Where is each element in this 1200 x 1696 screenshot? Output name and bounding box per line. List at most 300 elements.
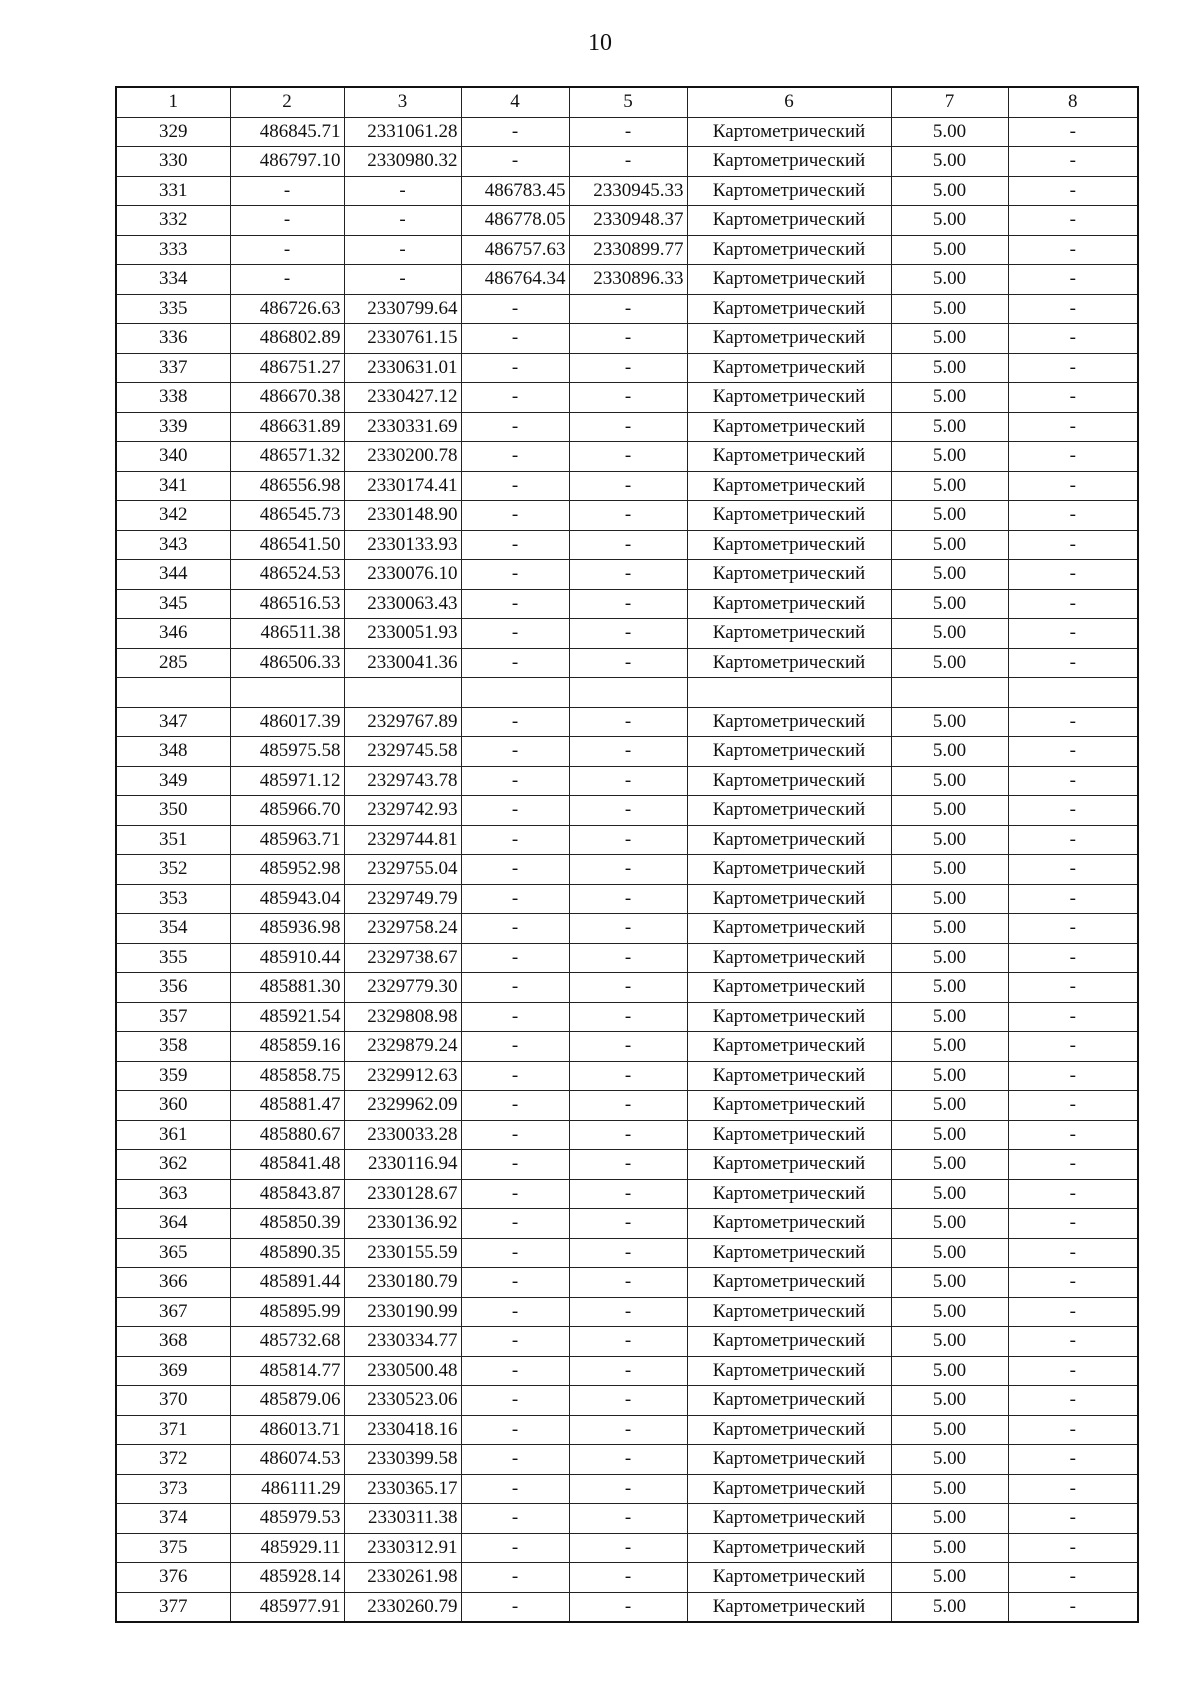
cell-col-6: Картометрический (687, 943, 891, 973)
cell-col-1: 367 (116, 1297, 230, 1327)
cell-col-2: 486111.29 (230, 1474, 344, 1504)
cell-col-8: - (1008, 825, 1138, 855)
table-row (116, 1592, 1138, 1622)
table-row (116, 1032, 1138, 1062)
cell-col-8: - (1008, 176, 1138, 206)
cell-col-5: - (569, 648, 687, 678)
cell-col-8: - (1008, 737, 1138, 767)
cell-col-2: 485895.99 (230, 1297, 344, 1327)
cell-col-3: 2330260.79 (344, 1592, 461, 1622)
cell-col-4: - (461, 1091, 569, 1121)
cell-col-7: 5.00 (891, 265, 1008, 295)
cell-col-3: 2329745.58 (344, 737, 461, 767)
table-row (116, 1504, 1138, 1534)
cell-col-6: Картометрический (687, 1120, 891, 1150)
header-cell-5: 5 (569, 87, 687, 117)
page-number: 10 (588, 30, 612, 56)
cell-col-2: 486074.53 (230, 1445, 344, 1475)
cell-col-6: Картометрический (687, 1179, 891, 1209)
cell-col-1: 371 (116, 1415, 230, 1445)
cell-col-1: 358 (116, 1032, 230, 1062)
cell-col-2: 485929.11 (230, 1533, 344, 1563)
cell-col-7: 5.00 (891, 1533, 1008, 1563)
cell-col-7: 5.00 (891, 1474, 1008, 1504)
cell-col-8: - (1008, 884, 1138, 914)
cell-col-5: - (569, 1445, 687, 1475)
cell-col-5: - (569, 1327, 687, 1357)
cell-col-1: 364 (116, 1209, 230, 1239)
table-row (116, 294, 1138, 324)
table-row (116, 1238, 1138, 1268)
table-row (116, 353, 1138, 383)
cell-col-4: - (461, 294, 569, 324)
cell-col-5: - (569, 884, 687, 914)
header-cell-1: 1 (116, 87, 230, 117)
cell-col-7: 5.00 (891, 884, 1008, 914)
cell-col-7: 5.00 (891, 1150, 1008, 1180)
cell-col-3: 2330427.12 (344, 383, 461, 413)
cell-col-6: Картометрический (687, 1268, 891, 1298)
cell-col-4: - (461, 766, 569, 796)
cell-col-1: 368 (116, 1327, 230, 1357)
cell-col-2: 486017.39 (230, 707, 344, 737)
cell-col-4: 486764.34 (461, 265, 569, 295)
table-row (116, 265, 1138, 295)
cell-col-5: - (569, 1209, 687, 1239)
cell-col-6: Картометрический (687, 914, 891, 944)
cell-col-4: - (461, 973, 569, 1003)
cell-col-6: Картометрический (687, 324, 891, 354)
cell-col-4: - (461, 1563, 569, 1593)
cell-col-3: 2330523.06 (344, 1386, 461, 1416)
cell-col-3: 2330631.01 (344, 353, 461, 383)
cell-col-8: - (1008, 501, 1138, 531)
cell-col-6: Картометрический (687, 1592, 891, 1622)
cell-col-8: - (1008, 235, 1138, 265)
cell-col-4: - (461, 117, 569, 147)
table-row (116, 1179, 1138, 1209)
cell-col-2: - (230, 235, 344, 265)
table-row (116, 560, 1138, 590)
cell-col-7: 5.00 (891, 471, 1008, 501)
cell-col-5: - (569, 1120, 687, 1150)
cell-col-4: - (461, 560, 569, 590)
cell-col-3: 2329779.30 (344, 973, 461, 1003)
cell-col-7: 5.00 (891, 176, 1008, 206)
header-cell-7: 7 (891, 87, 1008, 117)
cell-col-5: - (569, 943, 687, 973)
cell-col-3: 2329738.67 (344, 943, 461, 973)
cell-col-6: Картометрический (687, 265, 891, 295)
cell-col-2: 486670.38 (230, 383, 344, 413)
header-cell-6: 6 (687, 87, 891, 117)
cell-col-2: 485928.14 (230, 1563, 344, 1593)
cell-col-3: 2330041.36 (344, 648, 461, 678)
cell-col-8 (1008, 678, 1138, 708)
cell-col-7: 5.00 (891, 619, 1008, 649)
cell-col-1: 365 (116, 1238, 230, 1268)
cell-col-4: - (461, 943, 569, 973)
cell-col-5: - (569, 294, 687, 324)
cell-col-7: 5.00 (891, 1445, 1008, 1475)
cell-col-6: Картометрический (687, 766, 891, 796)
table-row (116, 1356, 1138, 1386)
cell-col-7: 5.00 (891, 1297, 1008, 1327)
cell-col-3: 2330980.32 (344, 147, 461, 177)
cell-col-1: 361 (116, 1120, 230, 1150)
cell-col-8: - (1008, 1179, 1138, 1209)
cell-col-6: Картометрический (687, 176, 891, 206)
table-row (116, 1002, 1138, 1032)
cell-col-4: - (461, 1238, 569, 1268)
cell-col-8: - (1008, 707, 1138, 737)
cell-col-7: 5.00 (891, 412, 1008, 442)
cell-col-4: - (461, 1445, 569, 1475)
cell-col-5: - (569, 1474, 687, 1504)
cell-col-8: - (1008, 1327, 1138, 1357)
cell-col-5: - (569, 471, 687, 501)
cell-col-6: Картометрический (687, 1356, 891, 1386)
cell-col-7: 5.00 (891, 353, 1008, 383)
cell-col-3: 2330180.79 (344, 1268, 461, 1298)
table-row (116, 1415, 1138, 1445)
cell-col-5: - (569, 1297, 687, 1327)
cell-col-7: 5.00 (891, 1504, 1008, 1534)
cell-col-3: 2330174.41 (344, 471, 461, 501)
cell-col-8: - (1008, 589, 1138, 619)
cell-col-5: - (569, 1179, 687, 1209)
cell-col-2: - (230, 206, 344, 236)
cell-col-8: - (1008, 1386, 1138, 1416)
cell-col-2: 485936.98 (230, 914, 344, 944)
table-row (116, 1445, 1138, 1475)
cell-col-1: 339 (116, 412, 230, 442)
cell-col-8: - (1008, 560, 1138, 590)
cell-col-3: 2330128.67 (344, 1179, 461, 1209)
table-row (116, 943, 1138, 973)
cell-col-2: 486511.38 (230, 619, 344, 649)
cell-col-5: - (569, 973, 687, 1003)
cell-col-7: 5.00 (891, 1120, 1008, 1150)
table-row (116, 825, 1138, 855)
cell-col-6 (687, 678, 891, 708)
cell-col-3: - (344, 206, 461, 236)
cell-col-1: 285 (116, 648, 230, 678)
cell-col-1: 331 (116, 176, 230, 206)
cell-col-4: - (461, 884, 569, 914)
cell-col-7: 5.00 (891, 1592, 1008, 1622)
cell-col-2: 485977.91 (230, 1592, 344, 1622)
cell-col-6: Картометрический (687, 530, 891, 560)
cell-col-3: 2330148.90 (344, 501, 461, 531)
cell-col-8: - (1008, 1415, 1138, 1445)
cell-col-5: - (569, 324, 687, 354)
cell-col-4: 486778.05 (461, 206, 569, 236)
cell-col-1: 354 (116, 914, 230, 944)
cell-col-8: - (1008, 648, 1138, 678)
cell-col-2: 486751.27 (230, 353, 344, 383)
cell-col-7: 5.00 (891, 1061, 1008, 1091)
cell-col-1: 336 (116, 324, 230, 354)
cell-col-4: - (461, 1032, 569, 1062)
cell-col-4 (461, 678, 569, 708)
cell-col-1: 337 (116, 353, 230, 383)
cell-col-5: - (569, 855, 687, 885)
cell-col-7: 5.00 (891, 1415, 1008, 1445)
cell-col-7: 5.00 (891, 855, 1008, 885)
cell-col-3: 2330063.43 (344, 589, 461, 619)
cell-col-1: 342 (116, 501, 230, 531)
cell-col-1: 345 (116, 589, 230, 619)
cell-col-7: 5.00 (891, 973, 1008, 1003)
table-row (116, 855, 1138, 885)
table-row (116, 1474, 1138, 1504)
cell-col-2: 486571.32 (230, 442, 344, 472)
cell-col-1: 350 (116, 796, 230, 826)
table-row (116, 796, 1138, 826)
cell-col-8: - (1008, 1297, 1138, 1327)
cell-col-8: - (1008, 1032, 1138, 1062)
cell-col-2: 485975.58 (230, 737, 344, 767)
cell-col-7: 5.00 (891, 1091, 1008, 1121)
cell-col-1: 330 (116, 147, 230, 177)
table-row (116, 1297, 1138, 1327)
cell-col-4: - (461, 619, 569, 649)
cell-col-5: - (569, 737, 687, 767)
cell-col-3: - (344, 235, 461, 265)
cell-col-7: 5.00 (891, 825, 1008, 855)
cell-col-7: 5.00 (891, 943, 1008, 973)
cell-col-7: 5.00 (891, 1268, 1008, 1298)
cell-col-6: Картометрический (687, 1091, 891, 1121)
cell-col-5: - (569, 560, 687, 590)
cell-col-2: 485890.35 (230, 1238, 344, 1268)
cell-col-8: - (1008, 324, 1138, 354)
cell-col-7: 5.00 (891, 707, 1008, 737)
cell-col-8: - (1008, 1061, 1138, 1091)
cell-col-8: - (1008, 914, 1138, 944)
cell-col-3: 2329767.89 (344, 707, 461, 737)
cell-col-8: - (1008, 412, 1138, 442)
cell-col-8: - (1008, 383, 1138, 413)
cell-col-7 (891, 678, 1008, 708)
header-cell-3: 3 (344, 87, 461, 117)
cell-col-5: - (569, 1091, 687, 1121)
cell-col-6: Картометрический (687, 855, 891, 885)
cell-col-3: - (344, 265, 461, 295)
cell-col-6: Картометрический (687, 1209, 891, 1239)
cell-col-8: - (1008, 973, 1138, 1003)
cell-col-6: Картометрический (687, 1061, 891, 1091)
cell-col-6: Картометрический (687, 619, 891, 649)
cell-col-4: - (461, 412, 569, 442)
table-row (116, 766, 1138, 796)
cell-col-4: - (461, 1592, 569, 1622)
cell-col-8: - (1008, 1356, 1138, 1386)
cell-col-7: 5.00 (891, 589, 1008, 619)
cell-col-1: 372 (116, 1445, 230, 1475)
cell-col-2: 485880.67 (230, 1120, 344, 1150)
cell-col-4: - (461, 530, 569, 560)
cell-col-3: 2330136.92 (344, 1209, 461, 1239)
cell-col-1: 366 (116, 1268, 230, 1298)
cell-col-4: - (461, 1474, 569, 1504)
cell-col-8: - (1008, 1592, 1138, 1622)
cell-col-1: 355 (116, 943, 230, 973)
table-row (116, 1327, 1138, 1357)
cell-col-5: - (569, 1592, 687, 1622)
header-cell-4: 4 (461, 87, 569, 117)
cell-col-5: - (569, 766, 687, 796)
cell-col-7: 5.00 (891, 1238, 1008, 1268)
cell-col-3: 2330155.59 (344, 1238, 461, 1268)
cell-col-4: - (461, 383, 569, 413)
cell-col-6: Картометрический (687, 147, 891, 177)
cell-col-5: - (569, 412, 687, 442)
cell-col-6: Картометрический (687, 353, 891, 383)
cell-col-7: 5.00 (891, 766, 1008, 796)
cell-col-8: - (1008, 796, 1138, 826)
cell-col-7: 5.00 (891, 1327, 1008, 1357)
cell-col-3: 2329755.04 (344, 855, 461, 885)
cell-col-7: 5.00 (891, 501, 1008, 531)
cell-col-1: 346 (116, 619, 230, 649)
cell-col-6: Картометрический (687, 1327, 891, 1357)
cell-col-5: - (569, 796, 687, 826)
cell-col-3: 2330334.77 (344, 1327, 461, 1357)
cell-col-2: 485850.39 (230, 1209, 344, 1239)
cell-col-8: - (1008, 855, 1138, 885)
cell-col-8: - (1008, 1002, 1138, 1032)
cell-col-4: - (461, 1061, 569, 1091)
cell-col-2: 486541.50 (230, 530, 344, 560)
table-row (116, 117, 1138, 147)
cell-col-6: Картометрический (687, 1474, 891, 1504)
cell-col-8: - (1008, 1120, 1138, 1150)
cell-col-8: - (1008, 1150, 1138, 1180)
cell-col-6: Картометрический (687, 1445, 891, 1475)
cell-col-8: - (1008, 471, 1138, 501)
cell-col-2: 486726.63 (230, 294, 344, 324)
cell-col-4: - (461, 589, 569, 619)
cell-col-3: 2330312.91 (344, 1533, 461, 1563)
cell-col-6: Картометрический (687, 1032, 891, 1062)
cell-col-8: - (1008, 619, 1138, 649)
table-row (116, 619, 1138, 649)
cell-col-1: 369 (116, 1356, 230, 1386)
cell-col-4: - (461, 1268, 569, 1298)
cell-col-4: - (461, 1356, 569, 1386)
cell-col-5: - (569, 117, 687, 147)
cell-col-3: 2330133.93 (344, 530, 461, 560)
cell-col-2: 485859.16 (230, 1032, 344, 1062)
cell-col-1: 344 (116, 560, 230, 590)
cell-col-2 (230, 678, 344, 708)
cell-col-3: 2330033.28 (344, 1120, 461, 1150)
table-row (116, 1061, 1138, 1091)
cell-col-5: - (569, 589, 687, 619)
cell-col-8: - (1008, 1238, 1138, 1268)
cell-col-2: 485881.47 (230, 1091, 344, 1121)
cell-col-7: 5.00 (891, 383, 1008, 413)
cell-col-7: 5.00 (891, 206, 1008, 236)
cell-col-4: - (461, 914, 569, 944)
cell-col-1: 353 (116, 884, 230, 914)
cell-col-1: 359 (116, 1061, 230, 1091)
cell-col-1: 329 (116, 117, 230, 147)
cell-col-5: - (569, 1386, 687, 1416)
table-row (116, 442, 1138, 472)
cell-col-7: 5.00 (891, 1032, 1008, 1062)
cell-col-5: - (569, 1356, 687, 1386)
cell-col-3: 2330190.99 (344, 1297, 461, 1327)
cell-col-8: - (1008, 1563, 1138, 1593)
cell-col-1: 332 (116, 206, 230, 236)
cell-col-1: 360 (116, 1091, 230, 1121)
cell-col-3: 2330761.15 (344, 324, 461, 354)
cell-col-4: - (461, 1120, 569, 1150)
cell-col-8: - (1008, 147, 1138, 177)
cell-col-7: 5.00 (891, 1209, 1008, 1239)
cell-col-4: - (461, 1415, 569, 1445)
cell-col-2: 486516.53 (230, 589, 344, 619)
cell-col-2: 485910.44 (230, 943, 344, 973)
table-row (116, 1209, 1138, 1239)
cell-col-3: 2329749.79 (344, 884, 461, 914)
cell-col-3: 2330331.69 (344, 412, 461, 442)
cell-col-2: 486631.89 (230, 412, 344, 442)
table-row (116, 1150, 1138, 1180)
cell-col-2: 486545.73 (230, 501, 344, 531)
cell-col-4: - (461, 442, 569, 472)
cell-col-4: - (461, 737, 569, 767)
cell-col-5: - (569, 914, 687, 944)
cell-col-6: Картометрический (687, 825, 891, 855)
cell-col-2: 486524.53 (230, 560, 344, 590)
cell-col-6: Картометрический (687, 1533, 891, 1563)
table-row (116, 1563, 1138, 1593)
cell-col-4: - (461, 353, 569, 383)
cell-col-3: 2329962.09 (344, 1091, 461, 1121)
cell-col-3: 2330261.98 (344, 1563, 461, 1593)
cell-col-3: 2330200.78 (344, 442, 461, 472)
cell-col-7: 5.00 (891, 737, 1008, 767)
cell-col-5: 2330945.33 (569, 176, 687, 206)
table-row (116, 147, 1138, 177)
cell-col-6: Картометрический (687, 294, 891, 324)
cell-col-6: Картометрический (687, 442, 891, 472)
cell-col-1: 348 (116, 737, 230, 767)
cell-col-6: Картометрический (687, 737, 891, 767)
table-row (116, 383, 1138, 413)
cell-col-6: Картометрический (687, 206, 891, 236)
table-row (116, 501, 1138, 531)
cell-col-7: 5.00 (891, 1356, 1008, 1386)
header-cell-2: 2 (230, 87, 344, 117)
cell-col-5: - (569, 1238, 687, 1268)
cell-col-4: - (461, 1533, 569, 1563)
cell-col-5: - (569, 442, 687, 472)
cell-col-7: 5.00 (891, 442, 1008, 472)
cell-col-1: 349 (116, 766, 230, 796)
cell-col-1: 352 (116, 855, 230, 885)
cell-col-2: 485979.53 (230, 1504, 344, 1534)
cell-col-5: - (569, 147, 687, 177)
cell-col-5: - (569, 1032, 687, 1062)
cell-col-8: - (1008, 353, 1138, 383)
cell-col-5: - (569, 383, 687, 413)
cell-col-7: 5.00 (891, 117, 1008, 147)
